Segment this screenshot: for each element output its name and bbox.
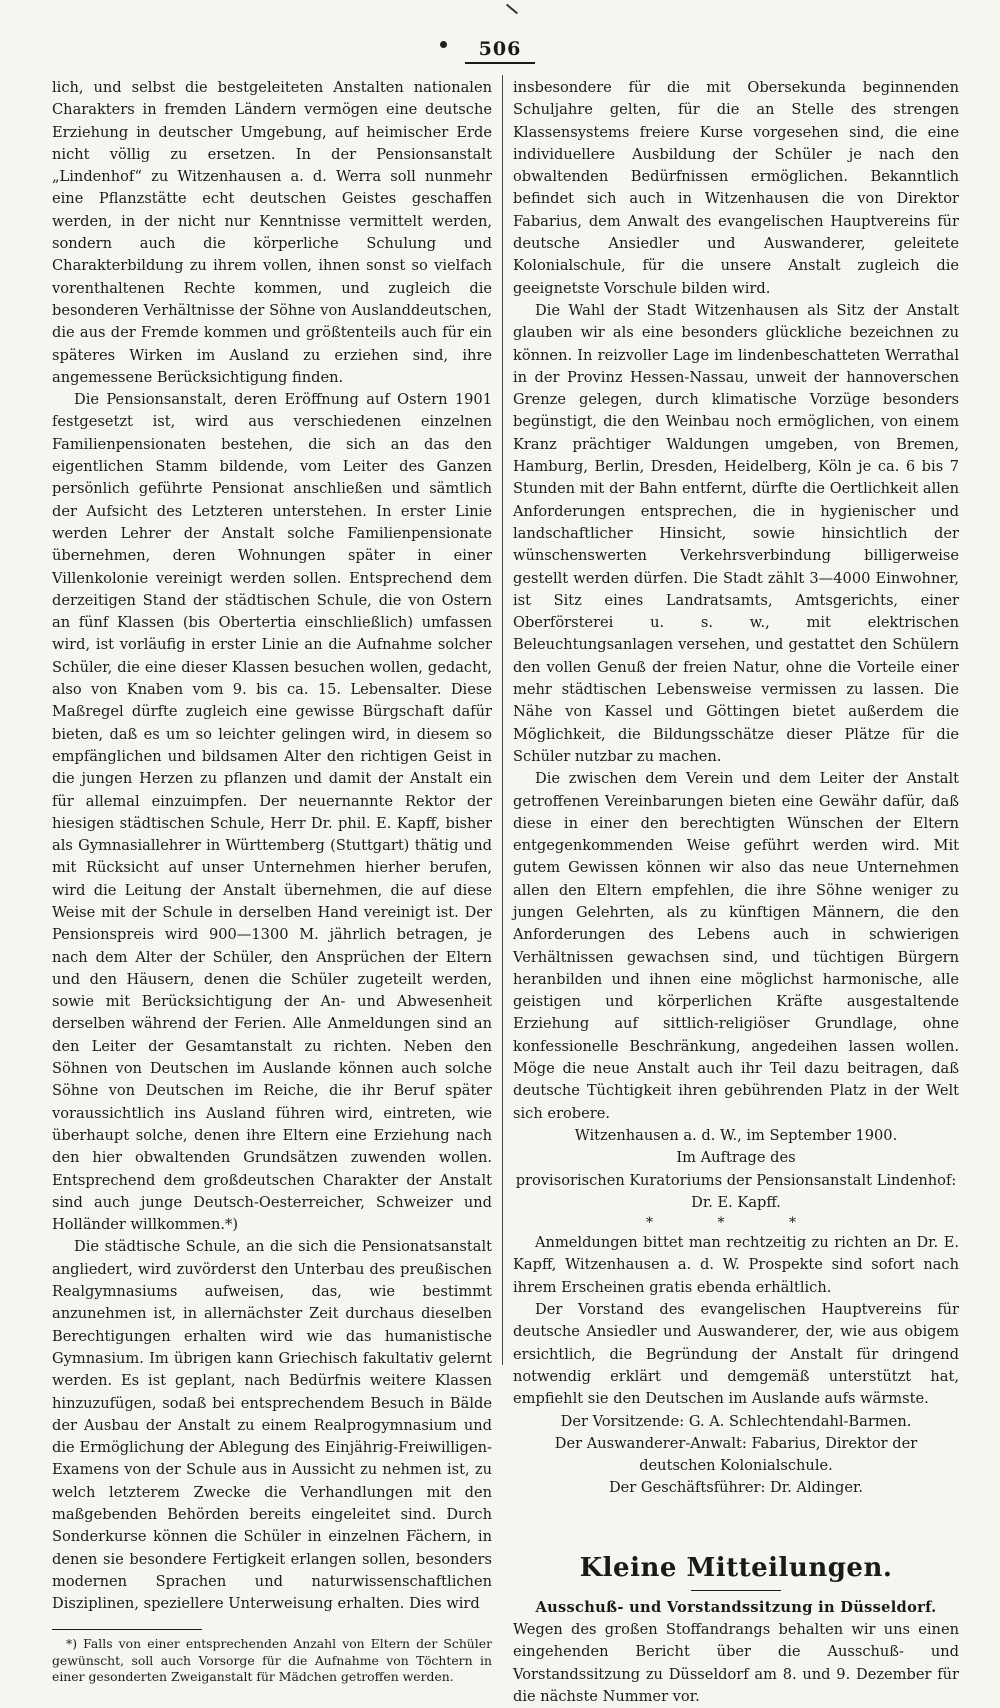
auftrag-line-2: provisorischen Kuratoriums der Pensionsanstalt Lindenhof: xyxy=(515,1171,957,1189)
left-column xyxy=(52,77,492,1686)
right-column xyxy=(513,77,959,1708)
vorsitzende-line: Der Vorsitzende: G. A. Schlechtendahl-Barmen. xyxy=(560,1412,912,1430)
right-paragraph-1: insbesondere für die mit Obersekunda beginnenden Schuljahre gelten, für die an Stelle des strengen Klassensystems freiere Kurse vorgesehen sind, die eine individuellere Ausbildung der Schüler je nach den obwaltenden Bedürfnissen ermöglichen. Bekanntlich befindet sich auch in Witzenhausen die von Direktor Fabarius, dem Anwalt des evangelischen Hauptvereins für deutsche Ansiedler und Auswanderer, geleitete Kolonialschule, für die unsere Anstalt zugleich die geeignetste Vorschule bilden wird. xyxy=(513,79,959,297)
right-paragraph-3: Die zwischen dem Verein und dem Leiter der Anstalt getroffenen Vereinbarungen bieten eine Gewähr dafür, daß diese in einer den berechtigten Wünschen der Eltern entgegenkommenden Weise geführt werden wird. Mit gutem Gewissen können wir also das neue Unternehmen allen den Eltern empfehlen, die ihre Söhne weniger zu jungen Gelehrten, als zu künftigen Männern, die den Anforderungen des Lebens auch in schwierigen Verhältnissen gewachsen sind, und tüchtigen Bürgern heranbilden und ihnen eine möglichst harmonische, alle geistigen und körperlichen Kräfte ausgestaltende Erziehung auf sittlich-religiöser Grundlage, ohne konfessionelle Beschränkung, angedeihen lassen wollen. Möge die neue Anstalt auch ihr Teil dazu beitragen, daß deutsche Tüchtigkeit ihren gebührenden Platz in der Welt sich erobere. xyxy=(513,770,959,1122)
subsection-heading: Ausschuß- und Vorstandssitzung in Düsseldorf. xyxy=(535,1598,937,1616)
column-divider xyxy=(502,75,503,1365)
vorstand-statement: Der Vorstand des evangelischen Hauptvereins für deutsche Ansiedler und Auswanderer, der, wie aus obigem ersichtlich, die Begründung der Anstalt für dringend notwendig erklärt und demgemäß unterstützt hat, empfiehlt sie den Deutschen im Auslande aufs wärmste. xyxy=(513,1301,959,1408)
footnote-rule xyxy=(52,1629,202,1630)
auftrag-line-1: Im Auftrage des xyxy=(676,1149,796,1167)
left-paragraph-1: lich, und selbst die bestgeleiteten Anstalten nationalen Charakters in fremden Ländern vermögen eine deutsche Erziehung in deutscher Umgebung, auf heimischer Erde nicht völlig zu ersetzen. In der Pensionsanstalt „Lindenhof“ zu Witzenhausen a. d. Werra soll nunmehr eine Pflanzstätte echt deutschen Geistes geschaffen werden, in der nicht nur Kenntnisse vermittelt werden, sondern auch die körperliche Schulung und Charakterbildung zu ihrem vollen, ihnen sonst so vielfach vorenthaltenen Rechte kommen, und zugleich die besonderen Verhältnisse der Söhne von Auslanddeutschen, die aus der Fremde kommen und größtenteils auch für ein späteres Wirken im Ausland zu erziehen sind, ihre angemessene Berücksichtigung finden. xyxy=(52,79,492,386)
dateline: Witzenhausen a. d. W., im September 1900. xyxy=(574,1126,898,1144)
left-paragraph-2: Die Pensionsanstalt, deren Eröffnung auf Ostern 1901 festgesetzt ist, wird aus verschiedenen einzelnen Familienpensionaten bestehen, die sich an das den eigentlichen Stamm bildende, vom Leiter des Ganzen persönlich geführte Pensionat anschließen und sämtlich der Aufsicht des Letzteren unterstehen. In erster Linie werden Lehrer der Anstalt solche Familienpensionate übernehmen, deren Wohnungen später in einer Villenkolonie vereinigt werden sollen. Entsprechend dem derzeitigen Stand der städtischen Schule, die von Ostern an fünf Klassen (bis Obertertia einschließlich) umfassen wird, ist vorläufig in erster Linie an die Aufnahme solcher Schüler, die eine dieser Klassen besuchen wollen, gedacht, also von Knaben vom 9. bis ca. 15. Lebensalter. Diese Maßregel dürfte zugleich eine gewisse Bürgschaft dafür bieten, daß es um so leichter gelingen wird, in diesem so empfänglichen und bildsamen Alter den richtigen Geist in die jungen Herzen zu pflanzen und damit der Anstalt ein für allemal einzuimpfen. Der neuernannte Rektor der hiesigen städtischen Schule, Herr Dr. phil. E. Kapff, bisher als Gymnasiallehrer in Württemberg (Stuttgart) thätig und mit Rücksicht auf unser Unternehmen hierher berufen, wird die Leitung der Anstalt übernehmen, die auf diese Weise mit der Schule in derselben Hand vereinigt ist. Der Pensionspreis wird 900—1300 M. jährlich betragen, je nach dem Alter der Schüler, den Ansprüchen der Eltern und den Häusern, denen die Schüler zugeteilt werden, sowie mit Berücksichtigung der An- und Abwesenheit derselben während der Ferien. Alle Anmeldungen sind an den Leiter der Gesamtanstalt zu richten. Neben den Söhnen von Deutschen im Auslande können auch solche Söhne von Deutschen im Reiche, die ihr Beruf später voraussichtlich ins Ausland führen wird, eintreten, wie überhaupt solche, denen ihre Eltern eine Erziehung nach den hier obwaltenden Grundsätzen zuwenden wollen. Entsprechend dem großdeutschen Charakter der Anstalt sind auch junge Deutsch-Oesterreicher, Schweizer und Holländer willkommen.*) xyxy=(52,391,492,1234)
scan-mark xyxy=(506,4,518,15)
signature: Dr. E. Kapff. xyxy=(691,1193,781,1211)
registration-notice: Anmeldungen bittet man rechtzeitig zu richten an Dr. E. Kapff, Witzenhausen a. d. W. Prospekte sind sofort nach ihrem Erscheinen gratis ebenda erhältlich. xyxy=(513,1234,959,1296)
geschaeftsfuehrer-line: Der Geschäftsführer: Dr. Aldinger. xyxy=(608,1479,864,1497)
anwalt-line-2: deutschen Kolonialschule. xyxy=(639,1457,833,1475)
section-title: Kleine Mitteilungen. xyxy=(513,1548,959,1591)
right-paragraph-2: Die Wahl der Stadt Witzenhausen als Sitz der Anstalt glauben wir als eine besonders glückliche bezeichnen zu können. In reizvoller Lage im lindenbeschatteten Werrathal in der Provinz Hessen-Nassau, unweit der hannoverschen Grenze gelegen, durch klimatische Vorzüge besonders begünstigt, die den Weinbau noch ermöglichen, von einem Kranz prächtiger Waldungen umgeben, von Bremen, Hamburg, Berlin, Dresden, Heidelberg, Köln je ca. 6 bis 7 Stunden mit der Bahn entfernt, dürfte die Oertlichkeit allen Anforderungen entsprechen, die in hygienischer und landschaftlicher Hinsicht, sowie hinsichtlich der wünschenswerten Verkehrsverbindung billigerweise gestellt werden dürfen. Die Stadt zählt 3—4000 Einwohner, ist Sitz eines Landratsamts, Amtsgerichts, einer Oberförsterei u. s. w., mit elektrischen Beleuchtungsanlagen versehen, und gestattet den Schülern den vollen Genuß der freien Natur, ohne die Vorteile einer mehr städtischen Lebensweise vermissen zu lassen. Die Nähe von Kassel und Göttingen bietet außerdem die Möglichkeit, die Bildungsschätze dieser Plätze für die Schüler nutzbar zu machen. xyxy=(513,301,959,765)
left-paragraph-3: Die städtische Schule, an die sich die Pensionatsanstalt angliedert, wird zuvörderst den Unterbau des preußischen Realgymnasiums aufweisen, das, wie bestimmt anzunehmen ist, in allernächster Zeit durchaus dieselben Berechtigungen erhalten wird wie das humanistische Gymnasium. Im übrigen kann Griechisch fakultativ gelernt werden. Es ist geplant, nach Bedürfnis weitere Klassen hinzuzufügen, sodaß bei entsprechendem Besuch in Bälde der Ausbau der Anstalt zu einem Realprogymnasium und die Ermöglichung der Ablegung des Einjährig-Freiwilligen-Examens von der Schule aus in Aussicht zu nehmen ist, zu welch letzterem Zwecke die Verhandlungen mit den maßgebenden Behörden bereits eingeleitet sind. Durch Sonderkurse können die Schüler in einzelnen Fächern, in denen sie besondere Fertigkeit erlangen sollen, besonders modernen Sprachen und naturwissenschaftlichen Disziplinen, speziellere Unterweisung erhalten. Dies wird xyxy=(52,1238,492,1613)
subsection-text: Wegen des großen Stoffandrangs behalten wir uns einen eingehenden Bericht über die Ausschuß- und Vorstandssitzung zu Düsseldorf am 8. und 9. Dezember für die nächste Nummer vor. xyxy=(513,1621,959,1705)
anwalt-line-1: Der Auswanderer-Anwalt: Fabarius, Direktor der xyxy=(554,1434,918,1452)
footnote: *) Falls von einer entsprechenden Anzahl von Eltern der Schüler gewünscht, soll auch Vorsorge für die Aufnahme von Töchtern in einer gesonderten Zweiganstalt für Mädchen getroffen werden. xyxy=(52,1636,492,1685)
page-number: 506 xyxy=(0,38,1000,64)
section-stars: * * * xyxy=(646,1215,826,1232)
